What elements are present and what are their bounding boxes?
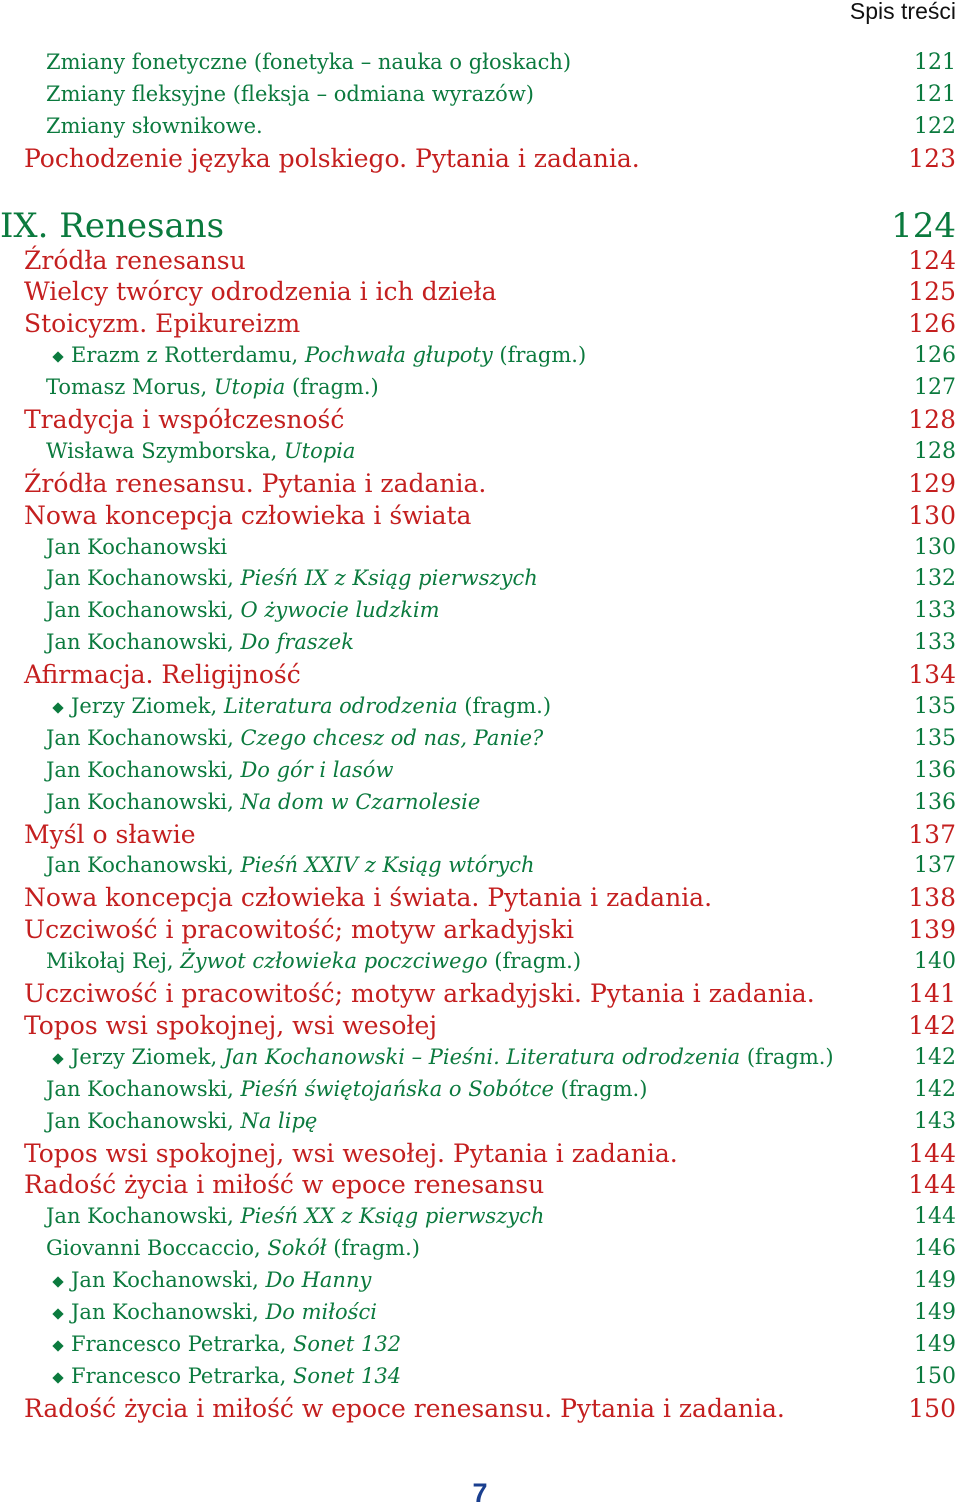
entry-text-part: Topos wsi spokojnej, wsi wesołej. Pytania i zadania. [24,1138,678,1168]
toc-entry-text [71,1300,377,1324]
toc-page-number: 135 [914,694,956,720]
toc-entry-text [71,343,586,367]
toc-entry-text [46,1109,317,1133]
entry-text-part: Nowa koncepcja człowieka i świata. Pytania i zadania. [24,883,713,913]
toc-entry-title [24,276,497,308]
toc-section-entry[interactable] [0,819,960,851]
work-title: Sokół [267,1236,327,1261]
toc-entry-title [46,755,393,787]
toc-entry-text [24,405,344,434]
toc-page-number: 142 [914,1044,956,1070]
toc-page-number: 135 [914,725,956,751]
entry-text-part: Jan Kochanowski, [46,1108,241,1133]
diamond-bullet-icon [52,702,63,713]
entry-text-part: Jan Kochanowski, [46,1204,241,1229]
toc-entry-text [24,309,300,338]
toc-text-entry[interactable] [0,755,960,787]
toc-section-entry[interactable] [0,245,960,277]
toc-page-number: 123 [908,143,956,173]
toc-entry-text [0,206,224,246]
toc-section-entry[interactable] [0,143,960,175]
toc-entry-text [24,820,196,849]
toc-page-number: 133 [914,598,956,624]
entry-text-part: Zmiany fleksyjne (fleksja – odmiana wyrazów) [46,81,534,106]
toc-text-entry[interactable] [0,946,960,978]
entry-text-part: Jan Kochanowski [46,534,228,559]
toc-entry-title [46,1201,544,1233]
page-number: 7 [472,1478,488,1508]
entry-text-part: Afirmacja. Religijność [24,660,301,690]
toc-page-number: 137 [908,819,956,849]
toc-entry-text [24,469,486,498]
toc-entry-title [46,111,263,143]
toc-text-entry[interactable] [0,1265,960,1297]
toc-entry-title [24,882,712,914]
toc-text-entry[interactable] [0,627,960,659]
diamond-bullet-icon [52,1308,63,1319]
toc-text-entry[interactable] [0,563,960,595]
toc-entry-text [46,630,354,654]
toc-entry-title [46,627,354,659]
work-title: Do miłości [265,1299,377,1324]
entry-text-part: (fragm.) [492,343,587,368]
toc-entry-title [46,723,543,755]
work-title: Utopia [213,375,286,400]
entry-text-part: Źródła renesansu. Pytania i zadania. [24,468,487,498]
toc-entry-title [24,1010,437,1042]
toc-entry-title [24,1138,678,1170]
toc-text-entry[interactable] [0,1042,960,1074]
entry-text-part: Topos wsi spokojnej, wsi wesołej [24,1010,438,1040]
toc-page-number: 126 [914,343,956,369]
entry-text-part: Jan Kochanowski, [46,1076,241,1101]
entry-text-part: Jan Kochanowski, [46,853,241,878]
toc-entry-title [46,595,440,627]
toc-page-number: 127 [914,375,956,401]
toc-entry-text [46,1077,647,1101]
toc-entry-text [46,82,534,106]
work-title: Do Hanny [265,1268,372,1293]
toc-section-entry[interactable] [0,978,960,1010]
toc-entry-text [24,144,640,173]
entry-text-part: Źródła renesansu [24,245,246,275]
diamond-bullet-icon [52,1372,63,1383]
toc-page-number: 143 [914,1108,956,1134]
toc-text-entry[interactable] [0,1201,960,1233]
toc-text-entry[interactable] [0,340,960,372]
toc-entry-text [24,915,574,944]
toc-page-number: 128 [914,438,956,464]
work-title: Literatura odrodzenia [223,694,458,719]
toc-text-entry[interactable] [0,1361,960,1393]
toc-text-entry[interactable] [0,111,960,143]
toc-entry-text [46,1204,544,1228]
entry-text-part: Stoicyzm. Epikureizm [24,309,301,339]
entry-text-part: Jan Kochanowski, [46,566,241,591]
toc-entry-text [46,853,535,877]
toc-page-number: 144 [908,1170,956,1200]
toc-entry-text [24,979,815,1008]
entry-text-part: Mikołaj Rej, [46,949,181,974]
toc-section-entry[interactable] [0,1169,960,1201]
entry-text-part: Zmiany słownikowe. [46,113,263,138]
toc-entry-text [24,501,471,530]
toc-text-entry[interactable] [0,532,960,564]
toc-entry-title [24,143,640,175]
toc-entry-text [46,375,379,399]
work-title: O żywocie ludzkim [240,598,440,623]
toc-entry-text [46,50,571,74]
table-of-contents [0,47,960,1425]
toc-text-entry[interactable] [0,436,960,468]
toc-page-number: 124 [891,205,956,246]
work-title: Pochwała głupoty [304,343,493,368]
diamond-bullet-icon [52,352,63,363]
entry-text-part: Jan Kochanowski, [71,1268,266,1293]
work-title: Jan Kochanowski – Pieśni. Literatura odrodzenia [223,1044,741,1069]
toc-page-number: 150 [914,1363,956,1389]
entry-text-part: Radość życia i miłość w epoce renesansu [24,1170,545,1200]
toc-entry-title [24,819,196,851]
toc-text-entry[interactable] [0,723,960,755]
toc-page-number: 133 [914,630,956,656]
toc-entry-title [46,946,581,978]
toc-section-entry[interactable] [0,404,960,436]
entry-text-part: (fragm.) [285,375,379,400]
toc-text-entry[interactable] [0,1233,960,1265]
toc-page-number: 140 [914,949,956,975]
toc-page-number: 146 [914,1236,956,1262]
work-title: Na dom w Czarnolesie [240,789,481,814]
toc-entry-title [46,436,355,468]
toc-entry-title [24,404,344,436]
work-title: Żywot człowieka poczciwego [180,949,488,974]
diamond-bullet-icon [52,1276,63,1287]
work-title: Utopia [283,438,356,463]
entry-text-part: Pochodzenie języka polskiego. Pytania i zadania. [24,143,640,173]
entry-text-part: Jerzy Ziomek, [71,1044,224,1069]
toc-entry-title [46,787,480,819]
entry-text-part: Jan Kochanowski, [46,630,241,655]
toc-entry-title [46,1265,371,1297]
entry-text-part: Uczciwość i pracowitość; motyw arkadyjski. Pytania i zadania. [24,979,815,1009]
toc-page-number: 142 [908,1010,956,1040]
toc-entry-text [24,1170,544,1199]
entry-text-part: Francesco Petrarka, [71,1363,293,1388]
toc-entry-title [24,308,300,340]
toc-page-number: 121 [914,50,956,75]
toc-page-number: 136 [914,757,956,783]
toc-entry-title [24,1169,544,1201]
toc-entry-text [71,694,551,718]
entry-text-part: IX. Renesans [0,205,225,246]
toc-entry-text [24,1011,437,1040]
entry-text-part: (fragm.) [326,1236,420,1261]
toc-entry-title [0,207,224,245]
toc-section-entry[interactable] [0,308,960,340]
entry-text-part: Radość życia i miłość w epoce renesansu. Pytania i zadania. [24,1393,785,1423]
toc-entry-title [24,659,301,691]
toc-page-number: 128 [908,405,956,435]
toc-page-number: 124 [908,245,956,275]
toc-entry-text [71,1268,371,1292]
toc-entry-title [46,1074,647,1106]
entry-text-part: Wisława Szymborska, [46,438,284,463]
toc-entry-text [46,949,581,973]
entry-text-part: Giovanni Boccaccio, [46,1236,268,1261]
entry-text-part: (fragm.) [487,949,582,974]
toc-page-number: 132 [914,566,956,592]
entry-text-part: (fragm.) [740,1044,834,1069]
toc-page-number: 122 [914,113,956,139]
toc-page-number: 125 [908,277,956,307]
toc-entry-text [46,726,543,750]
toc-entry-title [46,1042,834,1074]
entry-text-part: Uczciwość i pracowitość; motyw arkadyjski [24,915,575,945]
toc-page-number: 149 [914,1331,956,1357]
toc-page-number: 121 [914,81,956,107]
toc-text-entry[interactable] [0,1329,960,1361]
entry-text-part: Tradycja i współczesność [24,405,345,435]
toc-page-number: 150 [908,1393,956,1423]
work-title: Pieśń XXIV z Ksiąg wtórych [240,853,535,878]
toc-page-number: 139 [908,915,956,945]
work-title: Pieśń IX z Ksiąg pierwszych [240,566,538,591]
toc-entry-title [24,914,574,946]
work-title: Pieśń XX z Ksiąg pierwszych [240,1204,545,1229]
toc-entry-text [24,883,712,912]
toc-entry-title [46,340,586,372]
toc-entry-title [46,1361,401,1393]
toc-text-entry[interactable] [0,787,960,819]
toc-page-number: 130 [908,500,956,530]
entry-text-part: Jan Kochanowski, [46,725,241,750]
toc-entry-text [46,598,440,622]
toc-section-entry[interactable] [0,1138,960,1170]
toc-section-entry[interactable] [0,276,960,308]
entry-text-part: Wielcy twórcy odrodzenia i ich dzieła [24,277,497,307]
toc-page-number: 142 [914,1076,956,1102]
toc-entry-title [24,500,471,532]
toc-entry-title [24,1393,785,1425]
toc-entry-text [24,1139,678,1168]
diamond-bullet-icon [52,1053,63,1064]
toc-entry-title [46,372,379,404]
toc-page-number: 136 [914,789,956,815]
toc-section-entry[interactable] [0,659,960,691]
entry-text-part: (fragm.) [457,694,552,719]
toc-entry-text [46,758,393,782]
entry-text-part: Myśl o sławie [24,819,196,849]
toc-entry-title [46,691,551,723]
work-title: Sonet 132 [292,1331,402,1356]
entry-text-part: Zmiany fonetyczne (fonetyka – nauka o głoskach) [46,50,572,74]
work-title: Czego chcesz od nas, Panie? [240,725,544,750]
entry-text-part: Jan Kochanowski, [46,757,241,782]
toc-text-entry[interactable] [0,1074,960,1106]
toc-entry-title [46,1329,401,1361]
running-header: Spis treści [849,0,956,24]
entry-text-part: Jan Kochanowski, [46,598,241,623]
work-title: Pieśń świętojańska o Sobótce [240,1076,554,1101]
toc-page-number: 138 [908,883,956,913]
toc-entry-title [24,978,815,1010]
toc-entry-text [71,1045,834,1069]
work-title: Do fraszek [240,630,354,655]
toc-entry-text [46,790,480,814]
toc-entry-text [46,535,227,559]
toc-entry-text [71,1364,401,1388]
work-title: Na lipę [240,1108,318,1133]
toc-page-number: 126 [908,309,956,339]
entry-text-part: Jan Kochanowski, [71,1299,266,1324]
toc-text-entry[interactable] [0,1297,960,1329]
toc-page-number: 130 [914,534,956,560]
toc-section-entry[interactable] [0,914,960,946]
toc-page-number: 134 [908,660,956,690]
toc-entry-text [71,1332,401,1356]
entry-text-part: Jerzy Ziomek, [71,694,224,719]
toc-section-entry[interactable] [0,1393,960,1425]
toc-page-number: 129 [908,468,956,498]
toc-entry-title [46,850,535,882]
work-title: Sonet 134 [292,1363,402,1388]
toc-entry-text [46,566,538,590]
toc-entry-text [24,246,246,275]
toc-section-entry[interactable] [0,882,960,914]
toc-entry-text [24,1394,785,1423]
work-title: Do gór i lasów [240,757,394,782]
toc-entry-text [46,439,355,463]
toc-text-entry[interactable] [0,850,960,882]
entry-text-part: Jan Kochanowski, [46,789,241,814]
toc-entry-title [24,468,486,500]
diamond-bullet-icon [52,1340,63,1351]
toc-text-entry[interactable] [0,595,960,627]
toc-page-number: 149 [914,1299,956,1325]
toc-entry-title [46,563,538,595]
toc-entry-title [24,245,246,277]
toc-entry-title [46,1297,377,1329]
entry-text-part: (fragm.) [553,1076,648,1101]
toc-page-number: 144 [908,1138,956,1168]
entry-text-part: Nowa koncepcja człowieka i świata [24,500,472,530]
entry-text-part: Tomasz Morus, [46,375,214,400]
toc-page-number: 144 [914,1204,956,1230]
toc-text-entry[interactable] [0,1106,960,1138]
toc-entry-title [46,79,534,111]
toc-page-number: 137 [914,853,956,879]
toc-entry-title [46,1106,317,1138]
toc-entry-title [46,1233,420,1265]
spacer [0,175,960,207]
toc-text-entry[interactable] [0,372,960,404]
toc-section-entry[interactable] [0,1010,960,1042]
toc-entry-title [46,47,571,79]
toc-section-entry[interactable] [0,500,960,532]
toc-text-entry[interactable] [0,47,960,79]
toc-section-entry[interactable] [0,468,960,500]
toc-entry-text [46,114,263,138]
toc-page-number: 141 [908,979,956,1009]
toc-entry-text [24,277,497,306]
toc-entry-title [46,532,227,564]
toc-entry-text [46,1236,420,1260]
toc-page-number: 149 [914,1268,956,1294]
entry-text-part: Francesco Petrarka, [71,1331,293,1356]
entry-text-part: Erazm z Rotterdamu, [71,343,305,368]
toc-chapter-entry[interactable] [0,207,960,245]
toc-text-entry[interactable] [0,691,960,723]
toc-text-entry[interactable] [0,79,960,111]
toc-entry-text [24,660,301,689]
